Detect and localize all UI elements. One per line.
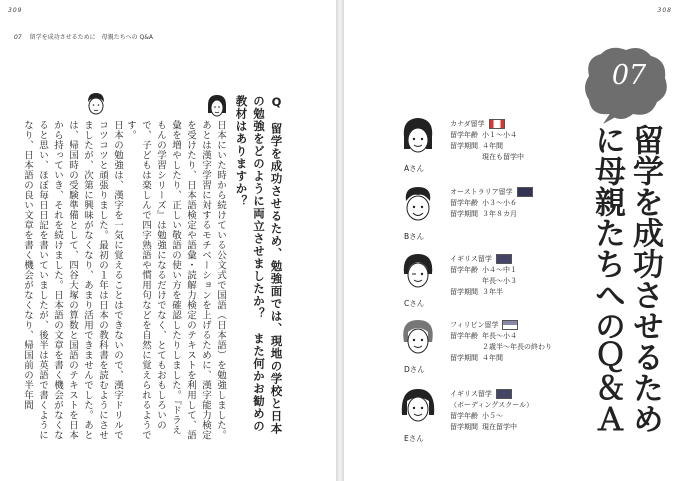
person-d-country: フィリピン留学 bbox=[450, 321, 499, 329]
value: ４年間 bbox=[482, 354, 503, 362]
uk-flag-icon bbox=[496, 389, 512, 399]
uk-flag-icon bbox=[496, 254, 512, 264]
label: 留学年齢 bbox=[450, 199, 478, 207]
label: 留学期間 bbox=[450, 423, 478, 431]
person-a bbox=[398, 115, 658, 185]
value: 年長〜小４ bbox=[482, 332, 517, 340]
mother-face-icon-2 bbox=[84, 91, 108, 117]
person-c-country: イギリス留学 bbox=[450, 255, 492, 263]
school-type: （ボーディングスクール） bbox=[450, 401, 534, 409]
person-c-name: Cさん bbox=[404, 299, 425, 308]
left-folio: 309 bbox=[8, 7, 23, 14]
value: 現在留学中 bbox=[482, 423, 517, 431]
person-b-info bbox=[450, 187, 533, 220]
value: 小５〜 bbox=[482, 412, 503, 420]
person-b bbox=[398, 183, 658, 253]
philippines-flag-icon bbox=[502, 320, 518, 330]
label: 留学年齢 bbox=[450, 412, 478, 420]
canada-flag-icon bbox=[489, 119, 505, 129]
value: ３年半 bbox=[482, 288, 503, 296]
label: 留学年齢 bbox=[450, 266, 478, 274]
person-c-face-icon bbox=[398, 250, 438, 294]
value: ４年間 bbox=[482, 142, 503, 150]
value: ３年８カ月 bbox=[482, 210, 517, 218]
person-e-face-icon bbox=[398, 385, 438, 429]
person-a-face-icon bbox=[398, 115, 438, 159]
answer-text-1: 日本にいた時から続けている公文式で国語（日本語）を勉強しました。あとは漢字学習に対するモチベーションを上げるために、漢字能力検定を受けたり、日本語検定や語彙・読解力検定のテキストを利用して、語彙を増やしたり、正しい敬語の使い方を確認したりしました。『ドラえもんの学習シリーズ』は勉強になるだけでなく、とてもおもしろいので、子どもは楽しんで四字熟語や慣用句などを自然に覚えられるようです。 bbox=[125, 120, 226, 440]
person-a-country: カナダ留学 bbox=[450, 120, 485, 128]
right-folio: 308 bbox=[657, 7, 672, 14]
person-e-country: イギリス留学 bbox=[450, 390, 492, 398]
label: 留学年齢 bbox=[450, 131, 478, 139]
person-a-name: Aさん bbox=[404, 164, 425, 173]
value: 小３〜小６ bbox=[482, 199, 517, 207]
label: 留学年齢 bbox=[450, 332, 478, 340]
person-e-info bbox=[450, 389, 533, 433]
person-c bbox=[398, 250, 658, 320]
person-d bbox=[398, 316, 658, 386]
person-d-info bbox=[450, 320, 552, 364]
left-page bbox=[0, 0, 336, 481]
mother-face-icon bbox=[205, 93, 229, 119]
label: 留学期間 bbox=[450, 354, 478, 362]
person-b-face-icon bbox=[398, 183, 438, 227]
value: 小１〜小４ bbox=[482, 131, 517, 139]
person-c-info bbox=[450, 254, 517, 298]
australia-flag-icon bbox=[517, 187, 533, 197]
answer-text-2: 日本の勉強は、漢字を一気に覚えることはできないので、漢字ドリルでコツコツと頑張りました。最初の１年は日本の教科書を読むようにさせましたが、次第に興味がなくなり、あまり活用できませんでした。あとは、帰国時の受験準備として、四谷大塚の算数と国語のテキストを日本から持っていき、それを続けました。日本語の文章を書く機会がなくなると思い、ほぼ毎日日記を書いていましたが、後半は英語で書くようになり、日本語の良い文章を書く機会がなくなり、帰国前の半年間 bbox=[22, 120, 123, 440]
person-e bbox=[398, 385, 658, 455]
label: 留学期間 bbox=[450, 210, 478, 218]
person-d-name: Dさん bbox=[404, 365, 425, 374]
chapter-number: 07 bbox=[611, 60, 647, 91]
value: ２歳半〜年長の終わり bbox=[482, 343, 552, 351]
question-text: Q 留学を成功させるため、勉強面では、現地の学校と日本の勉強をどのように両立させましたか？ また何かお勧めの教材はありますか？ bbox=[234, 95, 284, 435]
value: 小４〜中１ bbox=[482, 266, 517, 274]
person-e-name: Eさん bbox=[404, 434, 424, 443]
person-a-info bbox=[450, 119, 524, 163]
value: 現在も留学中 bbox=[482, 153, 524, 161]
label: 留学期間 bbox=[450, 288, 478, 296]
person-d-face-icon bbox=[398, 316, 438, 360]
running-head-number: 07 bbox=[14, 34, 22, 41]
running-head-text: 留学を成功させるために 母親たちへの Q&A bbox=[29, 34, 153, 41]
gutter bbox=[336, 0, 344, 481]
label: 留学期間 bbox=[450, 142, 478, 150]
person-b-name: Bさん bbox=[404, 232, 425, 241]
person-b-country: オーストラリア留学 bbox=[450, 188, 513, 196]
value: 年長〜小３ bbox=[482, 277, 517, 285]
running-head bbox=[14, 32, 153, 41]
chapter-title: 留学を成功させるために母親たちへのＱ＆Ａ bbox=[589, 124, 663, 434]
